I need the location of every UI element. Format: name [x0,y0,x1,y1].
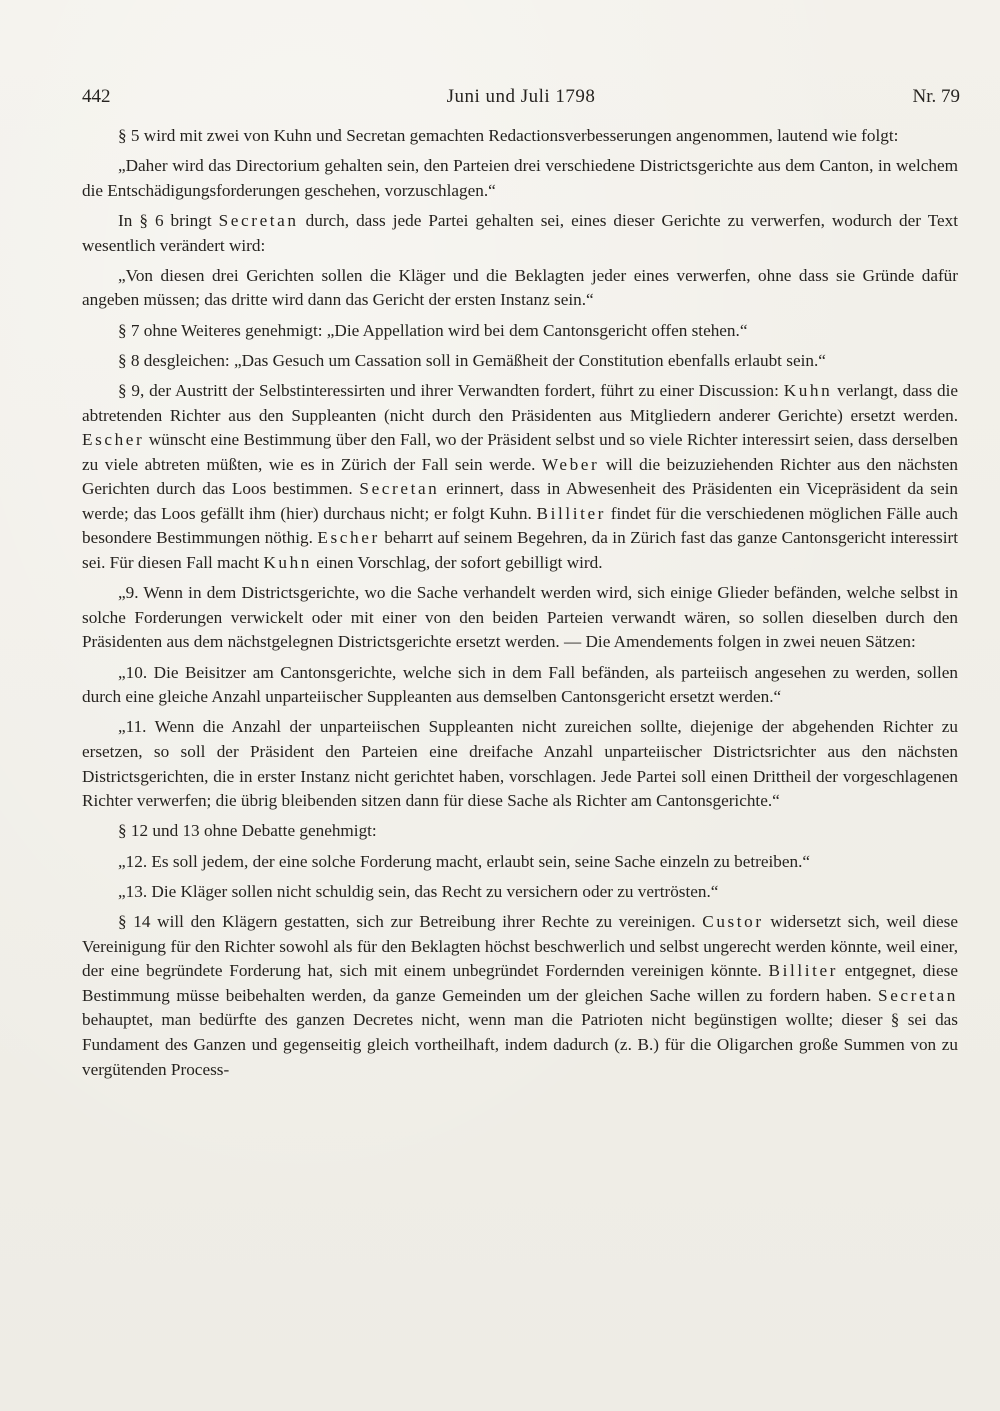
paragraph-text: erinnert, dass in Abwesenheit des Präsidenten ein Vicepräsident da sein werde; das Loos gefällt ihm (hier) durchaus nicht; er folgt Kuhn. [82,479,958,523]
paragraph [82,910,958,1082]
paragraph-text: wünscht eine Bestimmung über den Fall, wo der Präsident selbst und so viele Richter interessirt seien, dass derselben zu viele abtreten müßten, wie es in Zürich der Fall sein werde. [82,430,958,474]
paragraph-text: entgegnet, diese Bestimmung müsse beibehalten werden, da ganze Gemeinden um der gleichen Sache willen zu fordern haben. [82,961,958,1005]
paragraph-text: durch, dass jede Partei gehalten sei, eines dieser Gerichte zu verwerfen, wodurch der Text wesentlich verändert wird: [82,210,958,255]
paragraph [82,581,958,655]
paragraph [82,349,958,374]
page-header [82,86,960,114]
issue-number: Nr. 79 [912,86,960,107]
paragraph [82,124,958,149]
paragraph [82,661,958,710]
paragraph-text: findet für die verschiedenen möglichen Fälle auch besondere Bestimmungen nöthig. [82,503,958,548]
speaker-name: Escher [82,430,145,450]
paragraph [82,154,958,203]
paragraph-text: „11. Wenn die Anzahl der unparteiischen Suppleanten nicht zureichen sollte, diejenige der abgehenden Richter zu ersetzen, so soll der Präsident den Parteien eine dreifache Anzahl unparteiischer Districtsrichter aus den nächsten Districtsgerichten, die in erster Instanz nicht gerichtet haben, vorschlagen. Jede Partei soll einen Drittheil der vorgeschlagenen Richter verwerfen; die übrig bleibenden sitzen dann für diese Sache als Richter am Cantonsgerichte.“ [82,717,958,811]
paragraph-text: behauptet, man bedürfte des ganzen Decretes nicht, wenn man die Patrioten nicht begünstigen wollte; dieser § sei das Fundament des Ganzen und gegenseitig gleich vortheilhaft, indem dadurch (z. B.) für die Oligarchen große Summen von zu vergütenden Process- [82,1010,958,1079]
speaker-name: Billiter [536,503,606,523]
paragraph-text: § 5 wird mit zwei von Kuhn und Secretan gemachten Redactionsverbesserungen angenommen, lautend wie folgt: [118,126,899,145]
paragraph-text: „10. Die Beisitzer am Cantonsgerichte, welche sich in dem Fall befänden, als parteiisch angesehen zu werden, sollen durch eine gleiche Anzahl unparteiischer Suppleanten aus demselben Cantonsgericht ersetzt werden.“ [82,662,958,707]
speaker-name: Secretan [359,479,440,499]
paragraph-text: „9. Wenn in dem Districtsgerichte, wo die Sache verhandelt werden wird, sich einige Glieder befänden, welche selbst in solche Forderungen verwickelt oder mit einer von den beiden Parteien verwandt wären, so sollen dieselben durch den Präsidenten aus dem nächstgelegnen Districtsgerichte ersetzt werden. — Die Amendements folgen in zwei neuen Sätzen: [82,583,958,652]
speaker-name: Billiter [768,961,839,981]
speaker-name: Secretan [878,985,958,1005]
paragraph [82,319,958,344]
paragraph [82,850,958,875]
paragraph-text: § 7 ohne Weiteres genehmigt: „Die Appellation wird bei dem Cantonsgericht offen stehen.“ [118,320,748,340]
paragraph-text: § 12 und 13 ohne Debatte genehmigt: [118,821,377,841]
paragraph-text: „12. Es soll jedem, der eine solche Forderung macht, erlaubt sein, seine Sache einzeln zu betreiben.“ [118,851,811,871]
paragraph-text: einen Vorschlag, der sofort gebilligt wird. [312,553,603,573]
speaker-name: Kuhn [263,553,312,573]
paragraph-text: will die beizuziehenden Richter aus den nächsten Gerichten durch das Loos bestimmen. [82,454,958,499]
paragraph-text: § 8 desgleichen: „Das Gesuch um Cassation soll in Gemäßheit der Constitution ebenfalls erlaubt sein.“ [118,350,826,370]
paragraph [82,715,958,813]
paragraph [82,880,958,905]
speaker-name: Custor [702,911,764,931]
paragraph [82,264,958,313]
speaker-name: Secretan [218,210,299,230]
speaker-name: Kuhn [783,380,833,400]
speaker-name: Weber [541,454,600,474]
paragraph-text: § 14 will den Klägern gestatten, sich zur Betreibung ihrer Rechte zu vereinigen. [118,911,703,931]
document-body [82,124,958,1082]
speaker-name: Escher [317,528,380,548]
paragraph [82,379,958,576]
paragraph-text: „Von diesen drei Gerichten sollen die Kläger und die Beklagten jeder eines verwerfen, ohne dass sie Gründe dafür angeben müssen; das dritte wird dann das Gericht der ersten Instanz sein.“ [82,265,958,310]
paragraph-text: verlangt, dass die abtretenden Richter aus den Suppleanten (nicht durch den Präsidenten aus Mitgliedern anderer Gerichte) ersetzt werden. [82,380,958,425]
paragraph-text: widersetzt sich, weil diese Vereinigung für den Richter sowohl als für den Beklagten höchst beschwerlich und selbst ungerecht werden könnte, weil einer, der eine begründete Forderung hat, sich mit einem unbegründet Fordernden vereinigen könnte. [82,911,958,981]
paragraph-text: § 9, der Austritt der Selbstinteressirten und ihrer Verwandten fordert, führt zu einer Discussion: [118,380,784,400]
running-title: Juni und Juli 1798 [446,86,596,107]
page-number: 442 [82,86,111,107]
paragraph-text: beharrt auf seinem Begehren, da in Zürich fast das ganze Cantonsgericht interessirt sei. Für diesen Fall macht [82,528,958,573]
paragraph [82,209,958,258]
paragraph-text: In § 6 bringt [118,210,219,230]
paragraph-text: „13. Die Kläger sollen nicht schuldig sein, das Recht zu versichern oder zu vertrösten.“ [118,881,719,901]
paragraph-text: „Daher wird das Directorium gehalten sein, den Parteien drei verschiedene Districtsgerichte aus dem Canton, in welchem die Entschädigungsforderungen geschehen, vorzuschlagen.“ [82,156,958,200]
paragraph [82,819,958,844]
